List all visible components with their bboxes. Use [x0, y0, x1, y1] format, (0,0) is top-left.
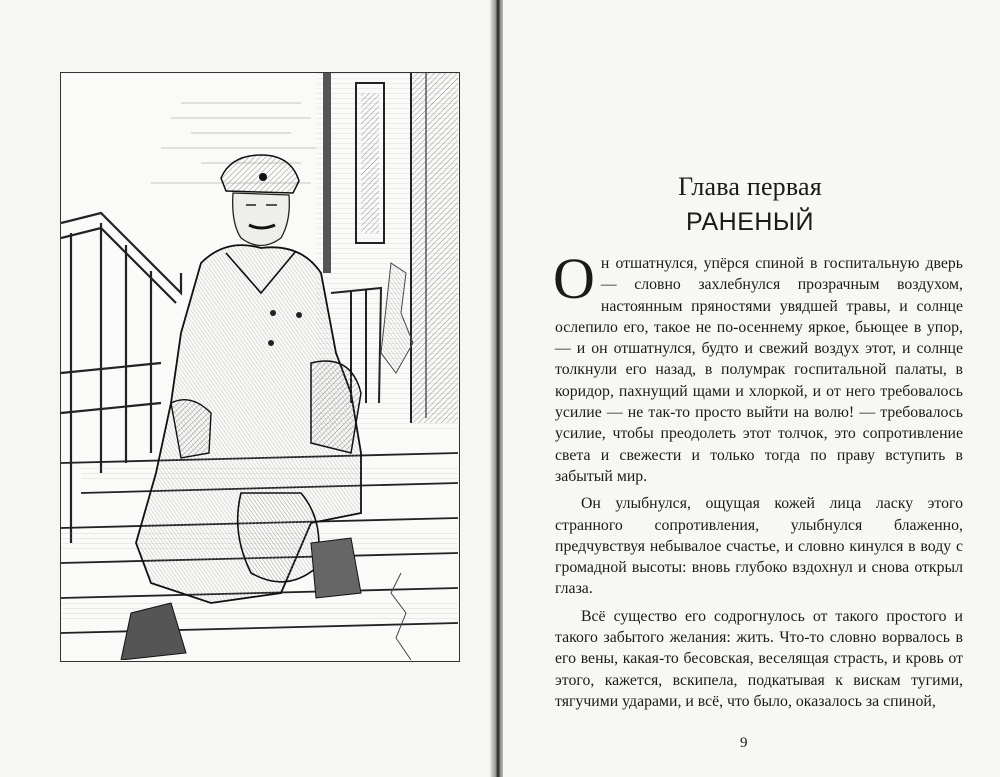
left-page — [0, 0, 497, 777]
chapter-number-label: Глава первая — [678, 172, 822, 201]
chapter-body-text — [553, 246, 963, 712]
chapter-heading — [540, 172, 960, 238]
paragraph-3: Всё существо его содрогнулось от такого простого и такого забытого желания: жить. Что-то словно ворвалось в его вены, какая-то бесовская, веселящая страсть, и кровь от этого, кажется, вскипела, подкатывая к вискам тугими, тягучими ударами, и всё, что было, оказалось за спиной, — [555, 607, 963, 710]
page-number: 9 — [740, 735, 748, 751]
paragraph-2: Он улыбнулся, ощущая кожей лица ласку этого странного сопротивления, улыбнулся блаженно, предчувствуя небывалое счастье, и словно кинулся в воду с громадной высоты: вновь глубоко вздохнул и снова открыл глаза. — [555, 495, 963, 598]
drop-cap: О — [553, 246, 595, 311]
paragraph-1 — [553, 246, 963, 487]
illustration-soldier-on-steps — [60, 72, 460, 662]
soldier-sketch-drawing — [61, 73, 458, 660]
chapter-title: РАНЕНЫЙ — [685, 208, 815, 236]
paragraph-1-text: н отшатнулся, упёрся спиной в госпитальную дверь — словно захлебнулся прозрачным воздухом, настоянным пряностями увядшей травы, и солнце ослепило его, такое не по-осеннему яркое, бьющее в упор, — и он отшатнулся, будто и свежий воздух этот, и солнце толкнули его назад, в полумрак госпитальной палаты, в коридор, пахнущий щами и хлоркой, и от него требовалось усилие — не так-то просто выйти на волю! — требовалось усилие, чтобы преодолеть этот толчок, это сопротивление света и свежести и только тогда по праву вступить в забытый мир. — [555, 255, 963, 485]
